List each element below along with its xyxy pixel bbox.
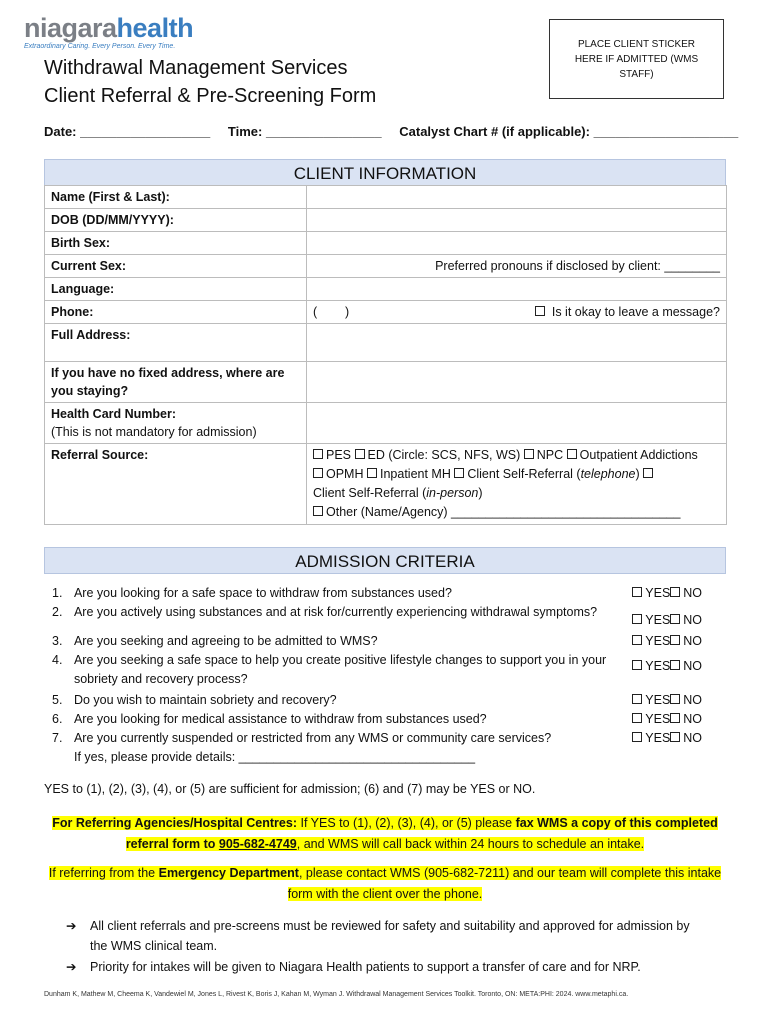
pes-label: PES xyxy=(326,448,352,462)
message-checkbox-group[interactable] xyxy=(535,303,720,321)
ed-note-text-b: , please contact WMS (905-682-7211) and our team will complete this intake form with the client over the phone. xyxy=(287,866,722,901)
referral-source-options xyxy=(307,444,727,525)
criteria-number: 5. xyxy=(52,693,63,707)
no-checkbox[interactable] xyxy=(670,635,680,645)
criteria-item xyxy=(52,691,722,710)
self-in-person-label xyxy=(313,486,483,500)
dob-label: DOB (DD/MM/YYYY): xyxy=(45,209,307,232)
ed-label: ED (Circle: SCS, NFS, WS) xyxy=(367,448,521,462)
catalyst-chart-field[interactable]: Catalyst Chart # (if applicable): ____________________ xyxy=(399,124,739,139)
logo-tagline: Extraordinary Caring. Every Person. Every Time. xyxy=(24,43,176,50)
client-information-table xyxy=(44,185,727,525)
client-sticker-box: PLACE CLIENT STICKER HERE IF ADMITTED (WMS STAFF) xyxy=(549,19,724,99)
no-label: NO xyxy=(683,586,703,600)
opmh-checkbox[interactable] xyxy=(313,468,323,478)
referral-fax-bold: fax WMS a copy of this completed referral form to xyxy=(125,816,718,851)
date-field[interactable]: Date: __________________ xyxy=(44,124,211,139)
client-information-heading: CLIENT INFORMATION xyxy=(44,159,726,186)
phone-cell xyxy=(307,301,727,324)
npc-checkbox[interactable] xyxy=(524,449,534,459)
name-input[interactable] xyxy=(307,186,727,209)
criteria-item xyxy=(52,729,722,748)
arrow-icon: ➔ xyxy=(66,960,77,974)
bullet-item xyxy=(66,916,706,956)
bullet-text: All client referrals and pre-screens must be reviewed for safety and suitability and approved for admission by the WMS clinical team. xyxy=(90,919,690,953)
no-checkbox[interactable] xyxy=(670,614,680,624)
self-telephone-label-a: Client Self-Referral ( xyxy=(467,467,581,481)
yes-no-options xyxy=(632,584,722,603)
sufficient-note: YES to (1), (2), (3), (4), or (5) are sufficient for admission; (6) and (7) may be YES or NO. xyxy=(44,782,536,796)
no-label: NO xyxy=(683,693,703,707)
logo-brand-b: health xyxy=(116,13,194,43)
date-time-line xyxy=(44,124,752,139)
yes-checkbox[interactable] xyxy=(632,660,642,670)
birth-sex-input[interactable] xyxy=(307,232,727,255)
phone-label: Phone: xyxy=(45,301,307,324)
emergency-department-note xyxy=(44,863,726,905)
no-label: NO xyxy=(683,731,703,745)
bullet-text: Priority for intakes will be given to Niagara Health patients to support a transfer of care and for NRP. xyxy=(90,960,641,974)
arrow-icon: ➔ xyxy=(66,919,77,933)
yes-no-options xyxy=(632,603,722,630)
criteria-number: 7. xyxy=(52,731,63,745)
yes-label: YES xyxy=(645,586,671,600)
no-label: NO xyxy=(683,712,703,726)
no-checkbox[interactable] xyxy=(670,713,680,723)
address-label: Full Address: xyxy=(45,324,307,362)
referral-agencies-bold: For Referring Agencies/Hospital Centres: xyxy=(52,816,297,830)
admission-criteria-heading: ADMISSION CRITERIA xyxy=(44,547,726,574)
criteria-item xyxy=(52,651,722,689)
criteria-item xyxy=(52,603,722,630)
yes-checkbox[interactable] xyxy=(632,614,642,624)
criteria-text: Are you seeking a safe space to help you create positive lifestyle changes to support you in your sobriety and recovery process? xyxy=(73,653,607,686)
address-input[interactable] xyxy=(307,324,727,362)
criteria-details-field[interactable]: If yes, please provide details: __________________________________ xyxy=(74,750,476,764)
name-label: Name (First & Last): xyxy=(45,186,307,209)
yes-checkbox[interactable] xyxy=(632,694,642,704)
criteria-number: 6. xyxy=(52,712,63,726)
message-label: Is it okay to leave a message? xyxy=(551,305,720,319)
no-checkbox[interactable] xyxy=(670,732,680,742)
inpatient-checkbox[interactable] xyxy=(367,468,377,478)
yes-label: YES xyxy=(645,693,671,707)
criteria-item xyxy=(52,710,722,729)
criteria-text: Do you wish to maintain sobriety and recovery? xyxy=(73,693,337,707)
yes-no-options xyxy=(632,710,722,729)
self-telephone-checkbox[interactable] xyxy=(454,468,464,478)
yes-no-options xyxy=(632,691,722,710)
language-label: Language: xyxy=(45,278,307,301)
criteria-text: Are you actively using substances and at risk for/currently experiencing withdrawal symptoms? xyxy=(73,605,598,619)
current-sex-label: Current Sex: xyxy=(45,255,307,278)
yes-no-options xyxy=(632,729,722,748)
criteria-item xyxy=(52,584,722,603)
outpatient-label: Outpatient Addictions xyxy=(579,448,698,462)
criteria-text: Are you seeking and agreeing to be admitted to WMS? xyxy=(73,634,378,648)
birth-sex-label: Birth Sex: xyxy=(45,232,307,255)
citation-footer: Dunham K, Mathew M, Cheema K, Vandewiel M, Jones L, Rivest K, Boris J, Kahan M, Wyman J. Withdrawal Management Services Toolkit. Toronto, ON: META:PHI: 2024. www.metaphi.ca. xyxy=(44,991,629,998)
pes-checkbox[interactable] xyxy=(313,449,323,459)
phone-input[interactable]: ( ) xyxy=(313,305,350,319)
fax-number: 905-682-4749 xyxy=(218,837,297,851)
referral-source-label: Referral Source: xyxy=(45,444,307,525)
health-card-cell xyxy=(45,403,307,444)
self-in-person-checkbox[interactable] xyxy=(643,468,653,478)
yes-checkbox[interactable] xyxy=(632,635,642,645)
referral-callback-text: , and WMS will call back within 24 hours to schedule an intake. xyxy=(296,837,645,851)
npc-label: NPC xyxy=(536,448,564,462)
nfa-label: If you have no fixed address, where are you staying? xyxy=(45,362,307,403)
no-checkbox[interactable] xyxy=(670,660,680,670)
niagara-health-logo xyxy=(24,14,193,50)
criteria-number: 3. xyxy=(52,634,63,648)
other-label[interactable]: Other (Name/Agency) _________________________________ xyxy=(326,505,681,519)
yes-no-options xyxy=(632,651,722,689)
time-field[interactable]: Time: ________________ xyxy=(227,124,382,139)
ed-note-text-a: If referring from the xyxy=(48,866,159,880)
health-card-label: Health Card Number: xyxy=(51,407,177,421)
pronouns-input[interactable]: Preferred pronouns if disclosed by client: ________ xyxy=(307,255,727,278)
bullet-item xyxy=(66,957,706,977)
self-in-person-label-b: in-person xyxy=(426,486,479,500)
yes-label: YES xyxy=(645,613,671,627)
criteria-text: Are you looking for medical assistance to withdraw from substances used? xyxy=(73,712,487,726)
yes-label: YES xyxy=(645,659,671,673)
outpatient-checkbox[interactable] xyxy=(567,449,577,459)
yes-label: YES xyxy=(645,712,671,726)
other-checkbox[interactable] xyxy=(313,506,323,516)
nfa-input[interactable] xyxy=(307,362,727,403)
referral-agencies-text: If YES to (1), (2), (3), (4), or (5) please xyxy=(297,816,516,830)
yes-label: YES xyxy=(645,634,671,648)
no-checkbox[interactable] xyxy=(670,694,680,704)
no-checkbox[interactable] xyxy=(670,587,680,597)
criteria-text: Are you looking for a safe space to withdraw from substances used? xyxy=(73,586,452,600)
admission-criteria-list xyxy=(52,584,722,767)
self-telephone-label xyxy=(467,467,639,481)
yes-checkbox[interactable] xyxy=(632,732,642,742)
ed-checkbox[interactable] xyxy=(355,449,365,459)
opmh-label: OPMH xyxy=(326,467,364,481)
no-label: NO xyxy=(683,613,703,627)
self-in-person-label-c: ) xyxy=(478,486,483,500)
criteria-number: 2. xyxy=(52,605,63,619)
yes-label: YES xyxy=(645,731,671,745)
no-label: NO xyxy=(683,659,703,673)
self-telephone-label-b: telephone xyxy=(580,467,636,481)
yes-no-options xyxy=(632,632,722,651)
criteria-details-row xyxy=(52,748,722,767)
referring-agencies-note xyxy=(44,813,726,855)
yes-checkbox[interactable] xyxy=(632,713,642,723)
self-telephone-label-c: ) xyxy=(635,467,640,481)
logo-brand-a: niagara xyxy=(24,13,117,43)
yes-checkbox[interactable] xyxy=(632,587,642,597)
ed-note-bold: Emergency Department xyxy=(158,866,299,880)
form-title-line1: Withdrawal Management Services xyxy=(44,57,348,79)
no-label: NO xyxy=(683,634,703,648)
criteria-number: 4. xyxy=(52,653,63,667)
criteria-text: Are you currently suspended or restricted from any WMS or community care services? xyxy=(73,731,552,745)
dob-input[interactable] xyxy=(307,209,727,232)
self-in-person-label-a: Client Self-Referral ( xyxy=(313,486,427,500)
health-card-note: (This is not mandatory for admission) xyxy=(51,425,257,439)
criteria-item xyxy=(52,632,722,651)
inpatient-label: Inpatient MH xyxy=(379,467,451,481)
form-title-line2: Client Referral & Pre-Screening Form xyxy=(44,85,377,107)
form-title xyxy=(44,54,376,110)
language-input[interactable] xyxy=(307,278,727,301)
criteria-number: 1. xyxy=(52,586,63,600)
message-checkbox[interactable] xyxy=(535,306,545,316)
health-card-input[interactable] xyxy=(307,403,727,444)
